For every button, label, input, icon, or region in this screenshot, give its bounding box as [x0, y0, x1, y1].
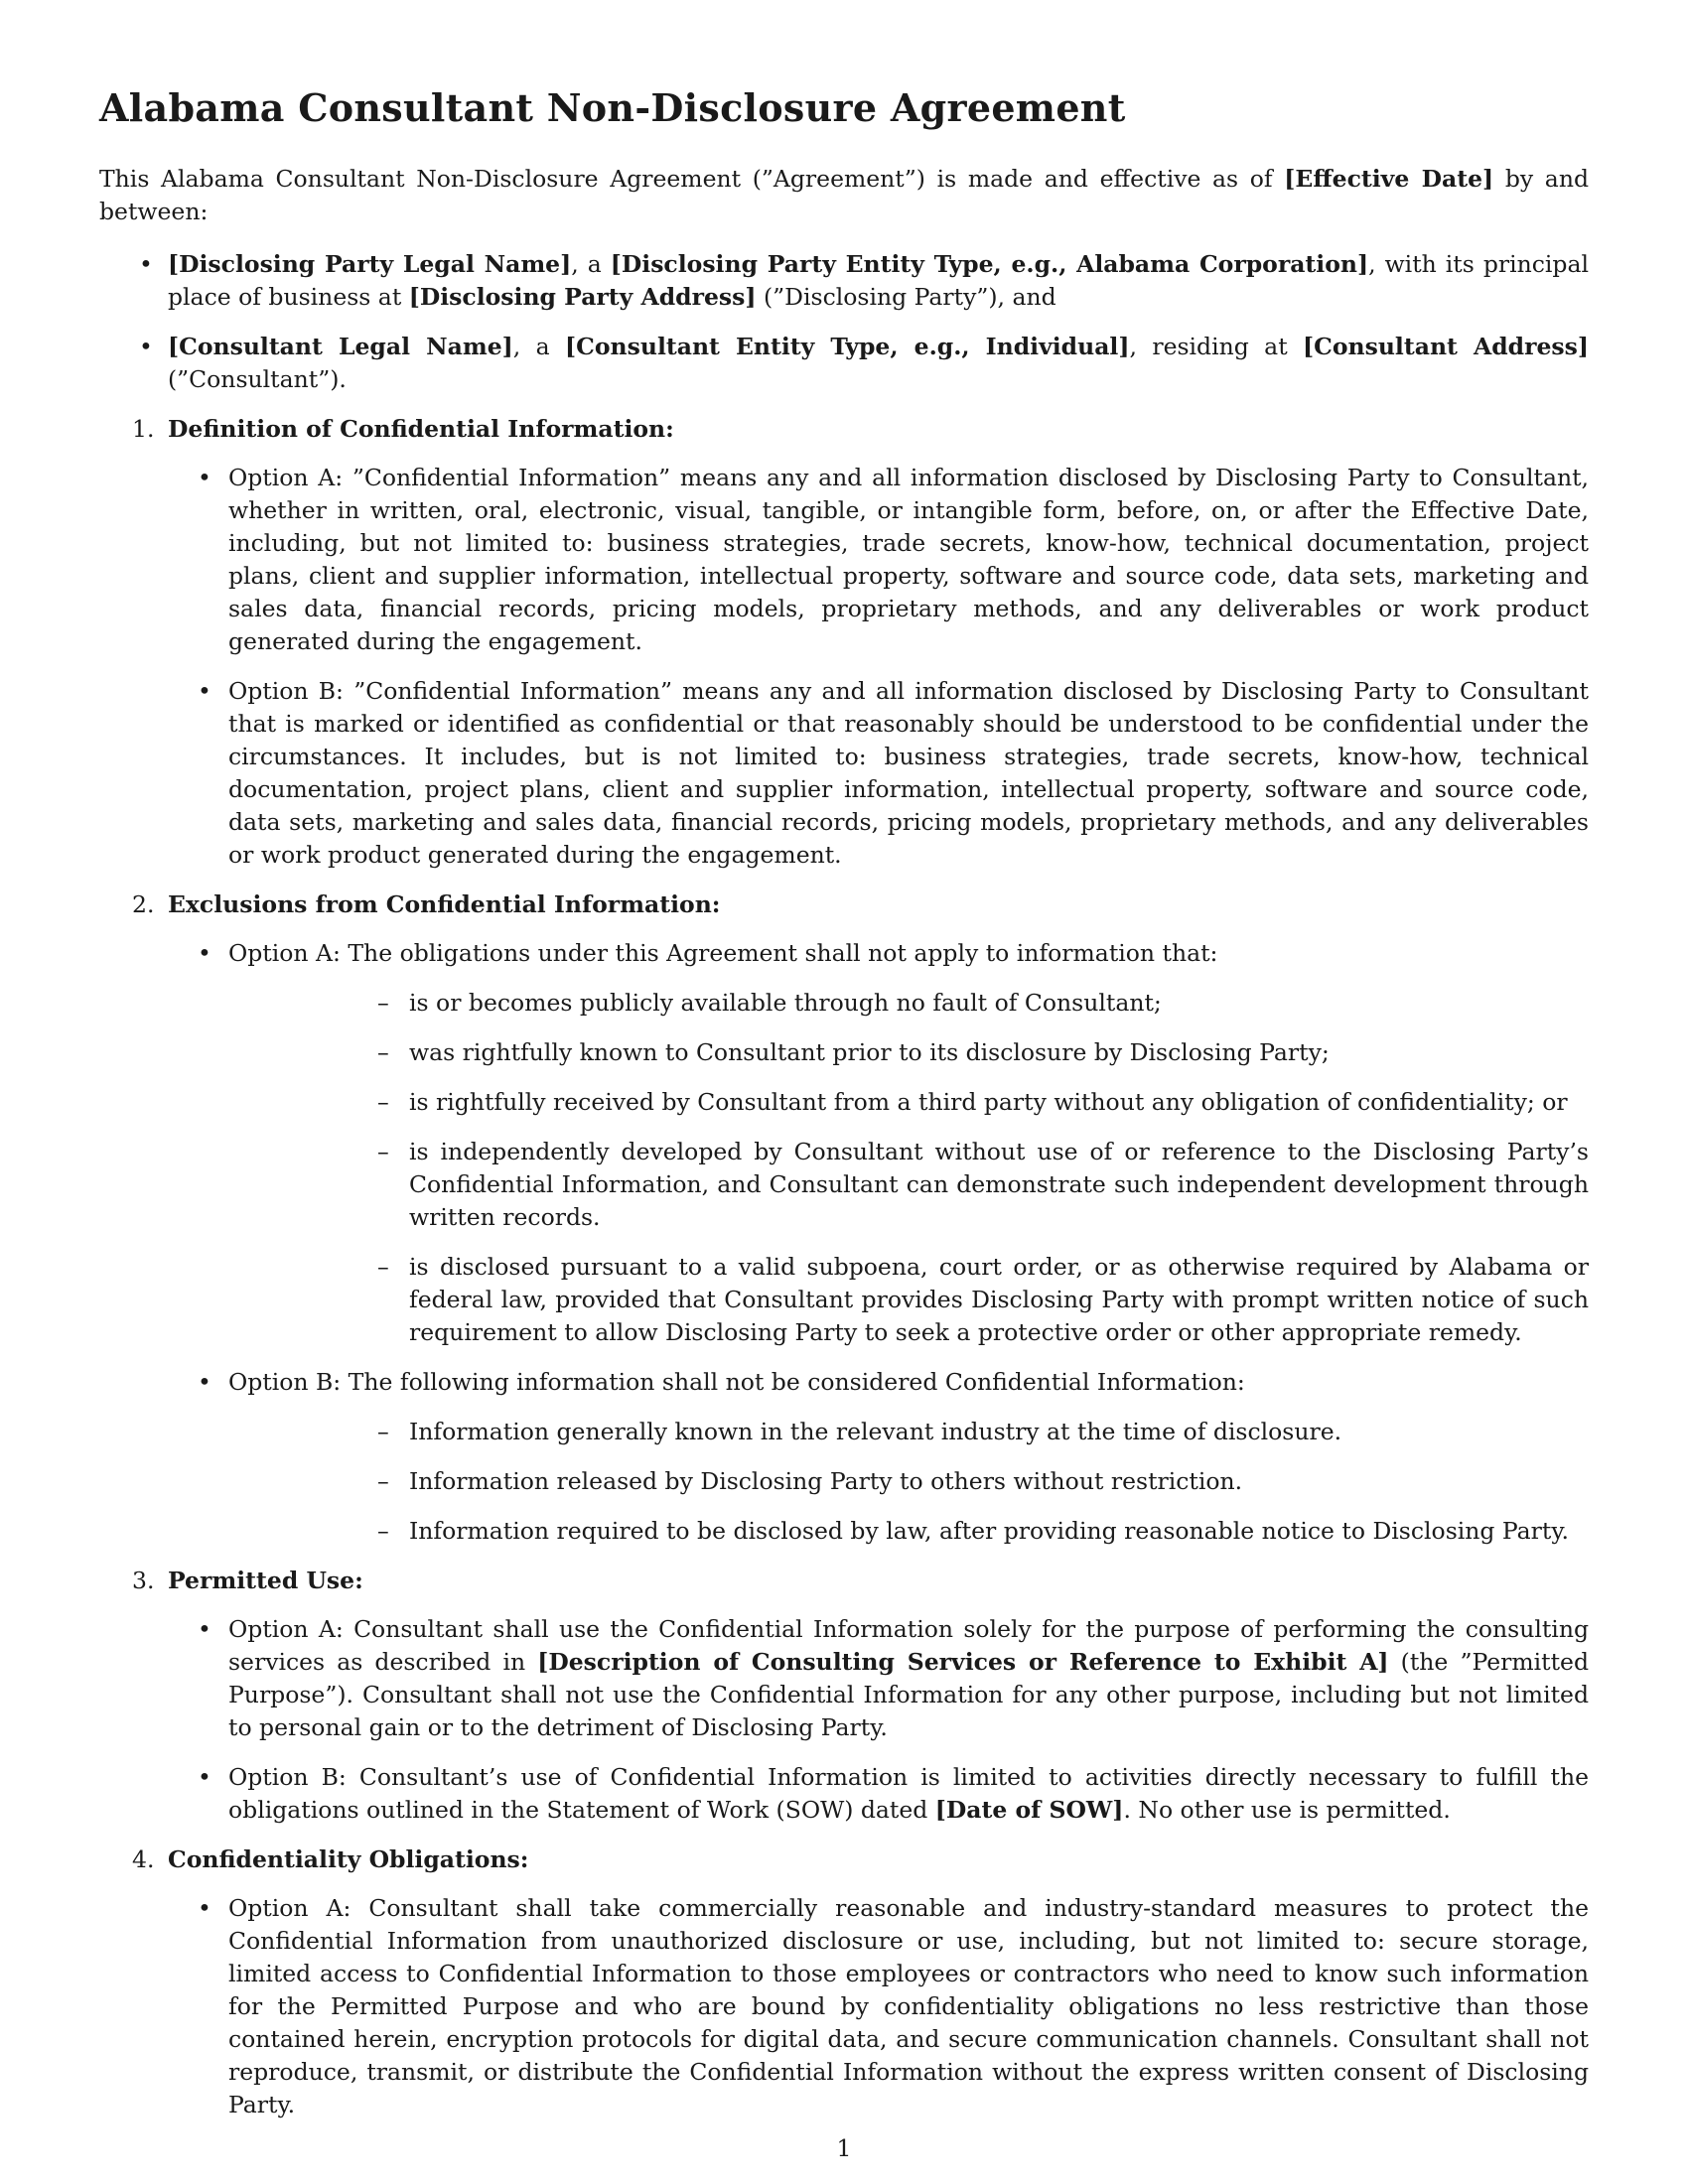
list-item: – was rightfully known to Consultant prior to its disclosure by Disclosing Party;: [228, 1036, 1589, 1069]
option-a: • Option A: ”Confidential Information” means any and all information disclosed by Disclosing Party to Consultant, whether in written, oral, electronic, visual, tangible, or intangible form, before, on, or after the Effective Date, including, but not limited to: business strategies, trade secrets, know-how, technical documentation, project plans, client and supplier information, intellectual property, software and source code, data sets, marketing and sales data, financial records, pricing models, proprietary methods, and any deliverables or work product generated during the engagement.: [99, 462, 1589, 658]
option-a: [99, 1613, 1589, 1744]
options-list: [99, 462, 1589, 872]
placeholder: [Disclosing Party Legal Name]: [168, 249, 572, 278]
section-title: Definition of Confidential Information:: [168, 414, 674, 443]
sub-list: [228, 1416, 1589, 1548]
section-permitted-use: [99, 1565, 1589, 1827]
list-item: – Information required to be disclosed by law, after providing reasonable notice to Disclosing Party.: [228, 1515, 1589, 1548]
document-page: [99, 85, 1589, 2138]
list-item: – Information released by Disclosing Party to others without restriction.: [228, 1465, 1589, 1498]
option-b: [99, 1761, 1589, 1827]
section-number: 4.: [132, 1844, 155, 1873]
sections-list: [99, 413, 1589, 2121]
section-obligations: [99, 1843, 1589, 2121]
list-item: – is disclosed pursuant to a valid subpoena, court order, or as otherwise required by Alabama or federal law, provided that Consultant provides Disclosing Party with prompt written notice of such requirement to allow Disclosing Party to seek a protective order or other appropriate remedy.: [228, 1251, 1589, 1349]
party-disclosing: [99, 248, 1589, 314]
text: (the ”Permitted Purpose”). Consultant shall not use the Confidential Information for any other purpose, including but not limited to personal gain or to the detriment of Disclosing Party.: [228, 1647, 1589, 1741]
text: , a: [512, 332, 566, 360]
sub-list: [228, 987, 1589, 1349]
list-item: – is rightfully received by Consultant from a third party without any obligation of confidentiality; or: [228, 1086, 1589, 1119]
option-a: • Option A: Consultant shall take commercially reasonable and industry-standard measures to protect the Confidential Information from unauthorized disclosure or use, including, but not limited to: secure storage, limited access to Confidential Information to those employees or contractors who need to know such information for the Permitted Purpose and who are bound by confidentiality obligations no less restrictive than those contained herein, encryption protocols for digital data, and secure communication channels. Consultant shall not reproduce, transmit, or distribute the Confidential Information without the express written consent of Disclosing Party.: [99, 1892, 1589, 2121]
text: , a: [571, 249, 611, 278]
effective-date-placeholder: [Effective Date]: [1284, 164, 1494, 193]
options-list: [99, 1613, 1589, 1827]
list-item: – is or becomes publicly available through no fault of Consultant;: [228, 987, 1589, 1020]
section-heading: [99, 1843, 1589, 1876]
intro-text-1: This Alabama Consultant Non-Disclosure Agreement (”Agreement”) is made and effective as of: [99, 164, 1285, 193]
text: Option A: Consultant shall use the Confidential Information solely for the purpose of performing the consulting services as described in: [228, 1614, 1589, 1676]
placeholder: [Consultant Entity Type, e.g., Individual]: [565, 332, 1130, 360]
section-exclusions: [99, 888, 1589, 1548]
section-number: 2.: [132, 889, 155, 918]
placeholder: [Consultant Address]: [1303, 332, 1589, 360]
section-title: Permitted Use:: [168, 1566, 363, 1594]
placeholder: [Disclosing Party Address]: [408, 282, 757, 311]
text: Option B: Consultant’s use of Confidential Information is limited to activities directly necessary to fulfill the obligations outlined in the Statement of Work (SOW) dated: [228, 1762, 1589, 1824]
options-list: [99, 937, 1589, 1548]
list-item: – is independently developed by Consultant without use of or reference to the Disclosing Party’s Confidential Information, and Consultant can demonstrate such independent development through written records.: [228, 1136, 1589, 1234]
list-item: – Information generally known in the relevant industry at the time of disclosure.: [228, 1416, 1589, 1448]
text: , with its principal place of business at: [168, 249, 1589, 311]
placeholder: [Consultant Legal Name]: [168, 332, 513, 360]
option-text: Option B: The following information shall not be considered Confidential Information:: [228, 1367, 1245, 1396]
options-list: [99, 1892, 1589, 2121]
section-number: 3.: [132, 1566, 155, 1594]
section-heading: [99, 413, 1589, 446]
text: . No other use is permitted.: [1123, 1795, 1451, 1824]
placeholder: [Date of SOW]: [934, 1795, 1124, 1824]
option-a: [99, 937, 1589, 1349]
document-title: Alabama Consultant Non-Disclosure Agreement: [99, 85, 1126, 130]
intro-paragraph: [99, 163, 1589, 228]
placeholder: [Description of Consulting Services or Reference to Exhibit A]: [537, 1647, 1389, 1676]
intro-text-2: by and between:: [99, 164, 1589, 225]
text: , residing at: [1129, 332, 1304, 360]
option-b: [99, 1366, 1589, 1548]
text: (”Disclosing Party”), and: [756, 282, 1056, 311]
option-text: Option A: The obligations under this Agreement shall not apply to information that:: [228, 938, 1218, 967]
option-b: • Option B: ”Confidential Information” means any and all information disclosed by Disclosing Party to Consultant that is marked or identified as confidential or that reasonably should be understood to be confidential under the circumstances. It includes, but is not limited to: business strategies, trade secrets, know-how, technical documentation, project plans, client and supplier information, intellectual property, software and source code, data sets, marketing and sales data, financial records, pricing models, proprietary methods, and any deliverables or work product generated during the engagement.: [99, 675, 1589, 872]
placeholder: [Disclosing Party Entity Type, e.g., Alabama Corporation]: [610, 249, 1369, 278]
text: (”Consultant”).: [168, 364, 347, 393]
section-definition: [99, 413, 1589, 872]
section-heading: [99, 1565, 1589, 1597]
section-number: 1.: [132, 414, 155, 443]
parties-list: [99, 248, 1589, 396]
section-title: Exclusions from Confidential Information:: [168, 889, 721, 918]
section-title: Confidentiality Obligations:: [168, 1844, 529, 1873]
section-heading: [99, 888, 1589, 921]
party-consultant: [99, 331, 1589, 396]
page-number: 1: [836, 2134, 852, 2162]
